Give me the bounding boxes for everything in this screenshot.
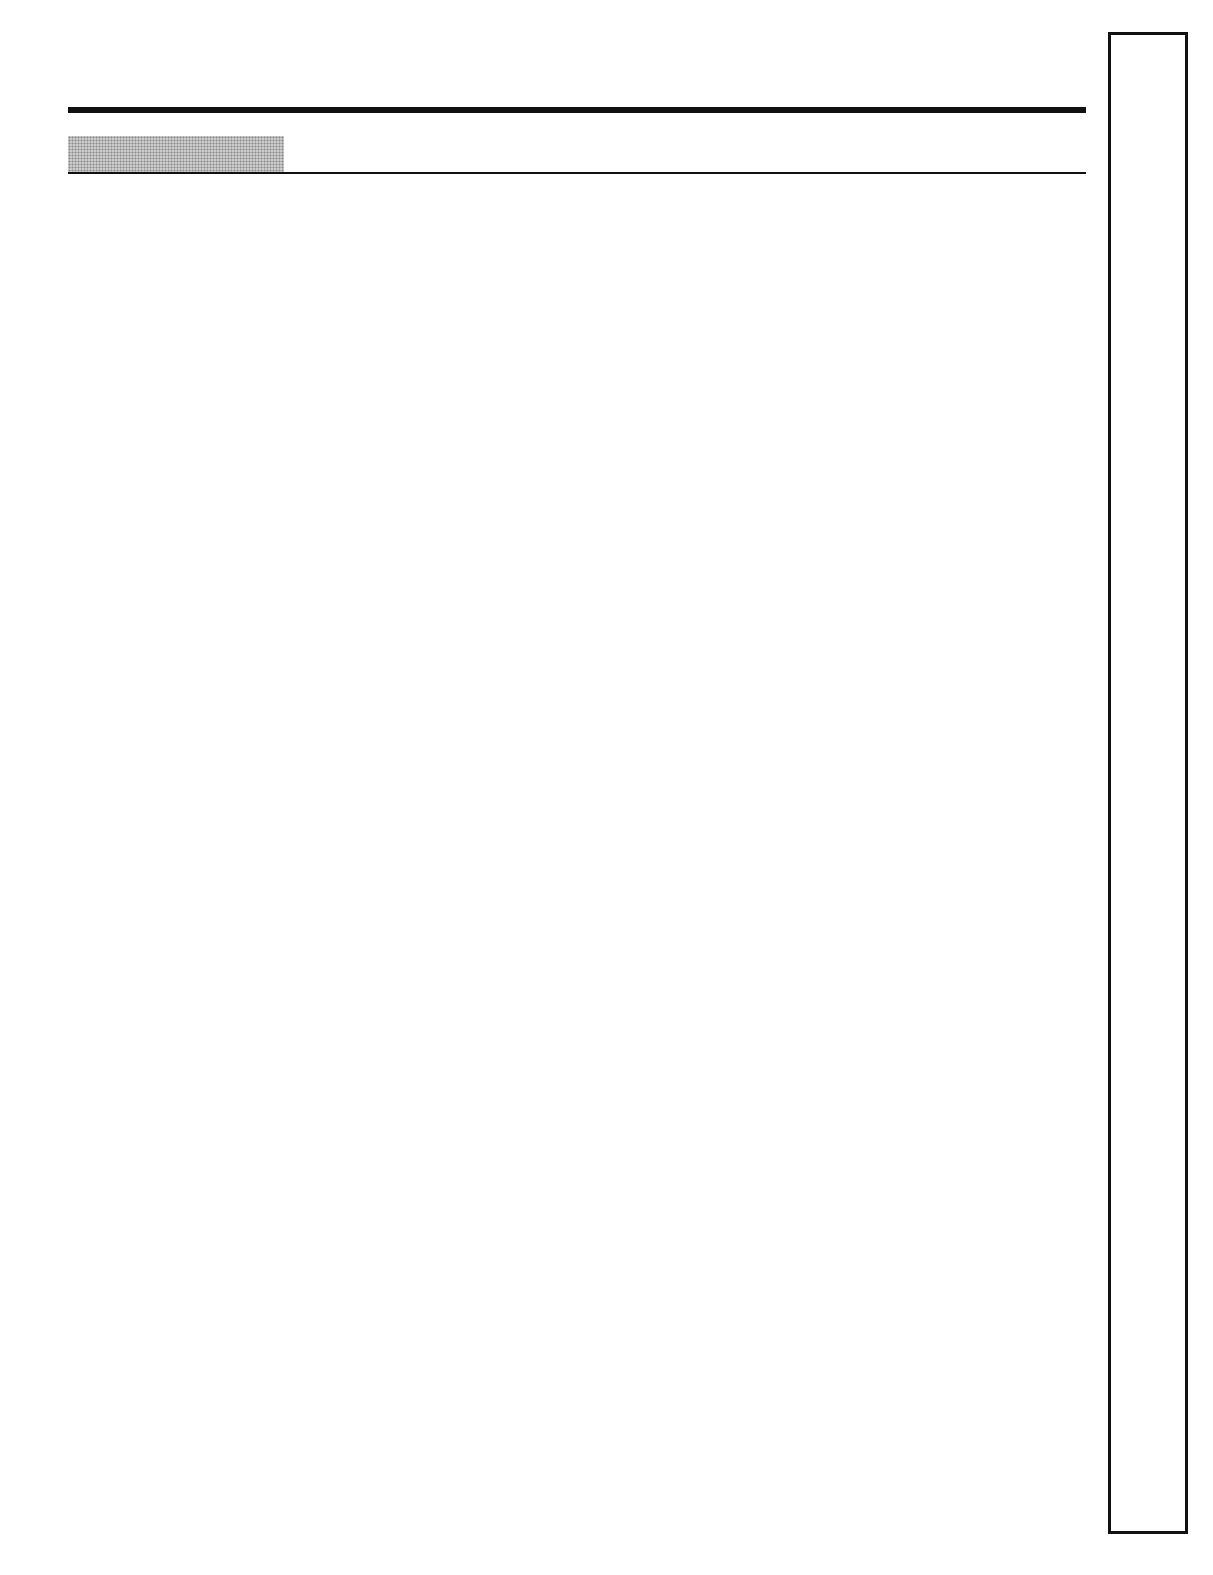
header-probleme (68, 136, 284, 172)
table-header (68, 136, 1086, 174)
top-rule (68, 107, 1086, 113)
section-tabs (1108, 32, 1188, 1534)
